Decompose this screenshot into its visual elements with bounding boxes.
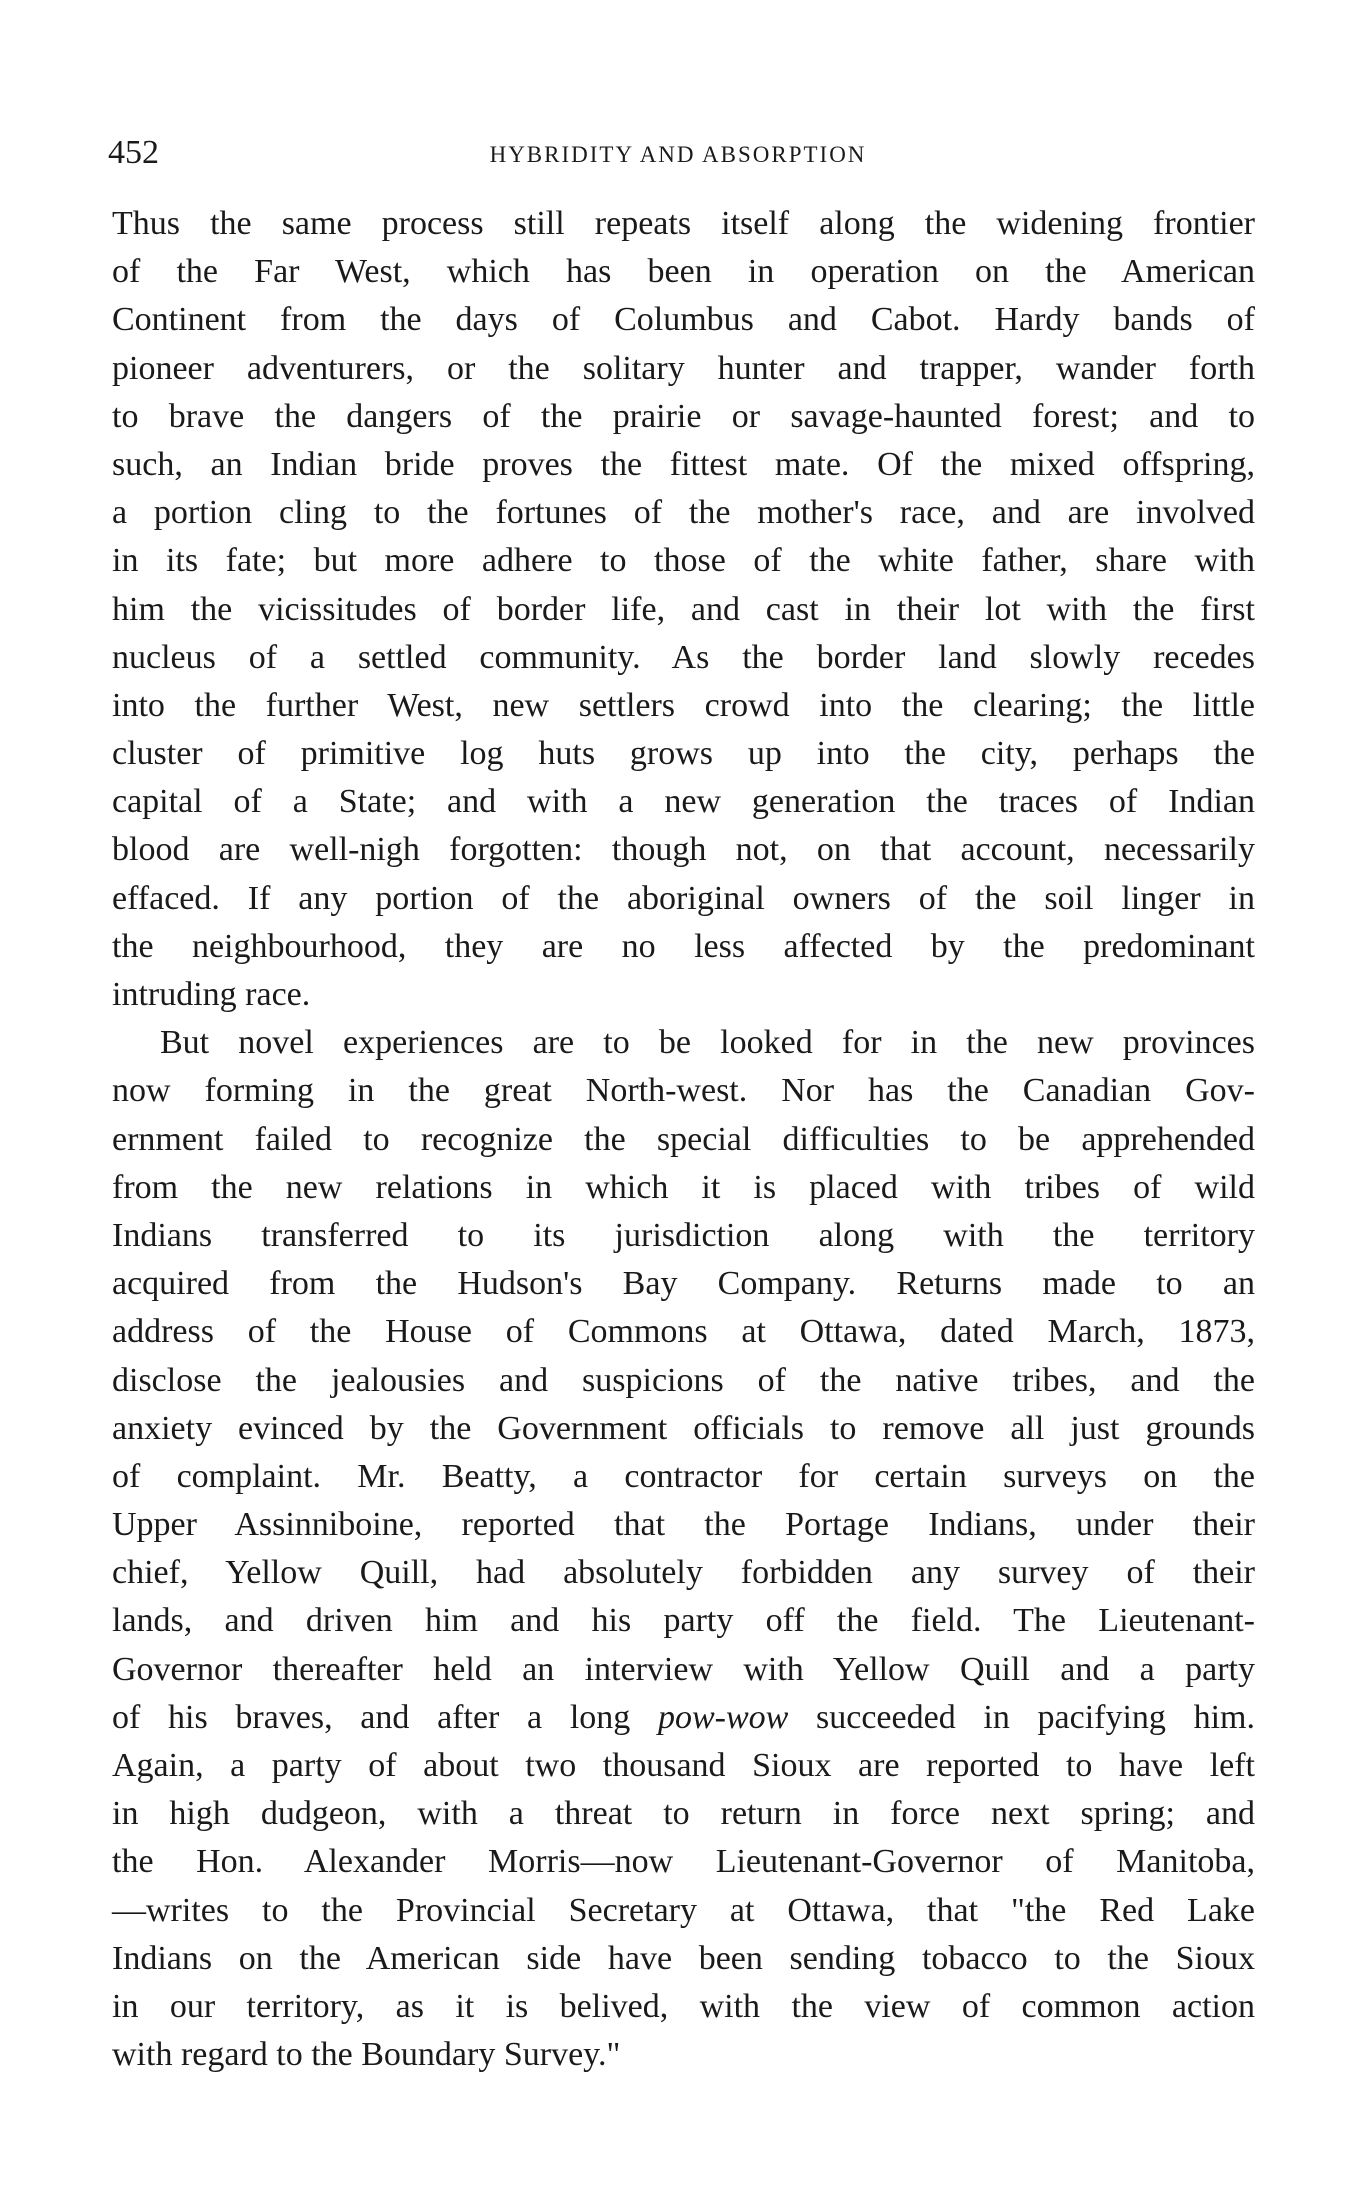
text-line: in high dudgeon, with a threat to return in force next spring; and (112, 1795, 1255, 1833)
text-line: Indians transferred to its jurisdiction along with the territory (112, 1216, 1255, 1254)
text-line: But novel experiences are to be looked for in the new provinces (160, 1024, 1255, 1062)
text-line: blood are well-nigh forgotten: though not, on that account, necessarily (112, 831, 1255, 869)
text-line: cluster of primitive log huts grows up into the city, perhaps the (112, 735, 1255, 773)
text-line: anxiety evinced by the Government officials to remove all just grounds (112, 1409, 1255, 1447)
text-line: him the vicissitudes of border life, and cast in their lot with the first (112, 590, 1255, 628)
page-number: 452 (108, 134, 159, 171)
text-segment: of his braves, and after a long (112, 1698, 658, 1736)
text-line: lands, and driven him and his party off the field. The Lieutenant- (112, 1602, 1255, 1640)
text-line: a portion cling to the fortunes of the mother's race, and are involved (112, 494, 1255, 532)
text-line: —writes to the Provincial Secretary at Ottawa, that "the Red Lake (112, 1891, 1255, 1929)
text-line: capital of a State; and with a new generation the traces of Indian (112, 783, 1255, 821)
text-line: Upper Assinniboine, reported that the Portage Indians, under their (112, 1506, 1255, 1544)
text-line: the Hon. Alexander Morris—now Lieutenant-Governor of Manitoba, (112, 1843, 1255, 1881)
text-line: ernment failed to recognize the special difficulties to be apprehended (112, 1120, 1255, 1158)
text-line: intruding race. (112, 976, 311, 1013)
text-line: in our territory, as it is belived, with the view of common action (112, 1987, 1255, 2025)
text-line: from the new relations in which it is placed with tribes of wild (112, 1168, 1255, 1206)
text-line: Governor thereafter held an interview with Yellow Quill and a party (112, 1650, 1255, 1688)
text-line: of complaint. Mr. Beatty, a contractor for certain surveys on the (112, 1457, 1255, 1495)
text-line-with-italic (112, 1694, 1255, 1742)
text-line: chief, Yellow Quill, had absolutely forbidden any survey of their (112, 1554, 1255, 1592)
text-segment: succeeded in pacifying him. (788, 1698, 1256, 1736)
text-line: in its fate; but more adhere to those of the white father, share with (112, 542, 1255, 580)
text-line: into the further West, new settlers crowd into the clearing; the little (112, 686, 1255, 724)
running-title: HYBRIDITY AND ABSORPTION (489, 142, 867, 167)
text-line: disclose the jealousies and suspicions of the native tribes, and the (112, 1361, 1255, 1399)
text-line: Thus the same process still repeats itself along the widening frontier (112, 205, 1255, 242)
text-line: now forming in the great North-west. Nor has the Canadian Gov- (112, 1072, 1255, 1110)
text-line: of the Far West, which has been in operation on the American (112, 253, 1255, 291)
text-line: nucleus of a settled community. As the border land slowly recedes (112, 638, 1255, 676)
text-line: Continent from the days of Columbus and Cabot. Hardy bands of (112, 301, 1255, 339)
text-line: such, an Indian bride proves the fittest mate. Of the mixed offspring, (112, 445, 1255, 483)
text-line: Again, a party of about two thousand Sioux are reported to have left (112, 1747, 1255, 1784)
body-text (112, 200, 1255, 2079)
running-head (108, 133, 1248, 173)
text-line: pioneer adventurers, or the solitary hunter and trapper, wander forth (112, 349, 1255, 387)
text-line: effaced. If any portion of the aboriginal owners of the soil linger in (112, 879, 1255, 917)
text-line: the neighbourhood, they are no less affected by the predominant (112, 927, 1255, 965)
text-line: Indians on the American side have been sending tobacco to the Sioux (112, 1939, 1255, 1977)
text-line: acquired from the Hudson's Bay Company. Returns made to an (112, 1265, 1255, 1303)
text-line: with regard to the Boundary Survey." (112, 2036, 621, 2074)
text-line: address of the House of Commons at Ottawa, dated March, 1873, (112, 1313, 1255, 1351)
italic-term: pow-wow (657, 1698, 789, 1736)
text-line: to brave the dangers of the prairie or savage-haunted forest; and to (112, 397, 1255, 435)
